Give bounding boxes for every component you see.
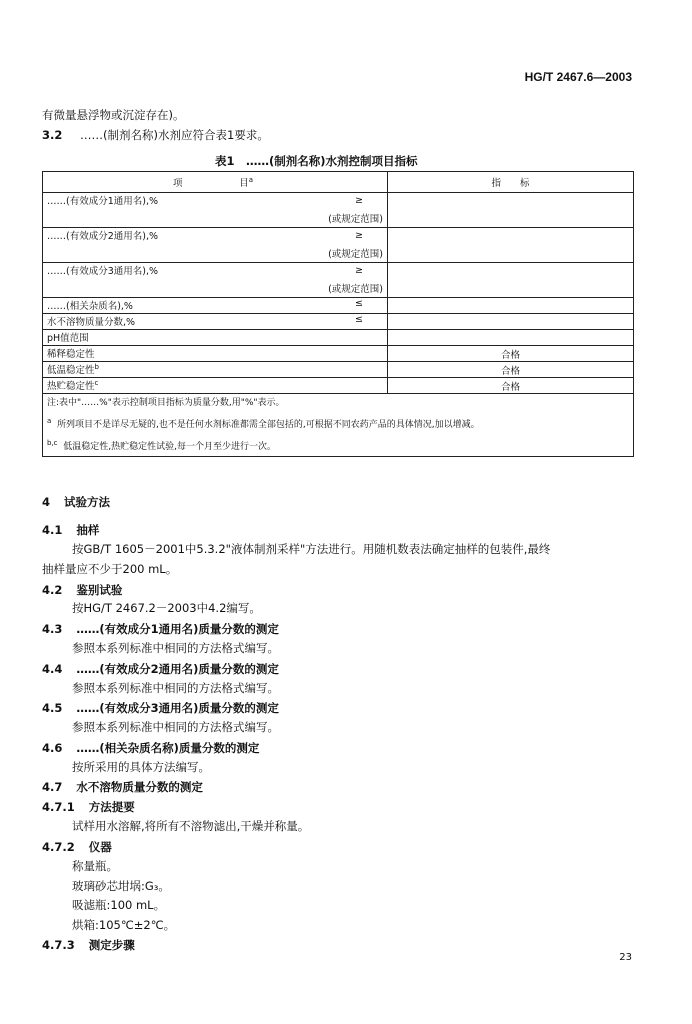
row-value (388, 263, 634, 298)
row-value (388, 228, 634, 263)
row-item: ……(有效成分3通用名),% (47, 266, 159, 277)
clause-3-2 (42, 128, 269, 142)
section-4-heading: 4 试验方法 (42, 495, 111, 509)
row-symbol: ≤ (355, 314, 363, 325)
row-range-note: (或规定范围) (328, 249, 383, 260)
row-footnote-mark: b (94, 362, 99, 371)
body-text: 吸滤瓶:100 mL。 (72, 898, 166, 912)
table-caption: 表1 ……(制剂名称)水剂控制项目指标 (215, 154, 418, 168)
body-text: 抽样量应不少于200 mL。 (42, 562, 178, 576)
row-symbol: ≤ (355, 298, 363, 309)
table-row (43, 330, 634, 346)
row-range-note: (或规定范围) (328, 214, 383, 225)
table-row (43, 263, 634, 298)
header-item-label-2: 目$^a$ (239, 175, 253, 189)
body-text: 称量瓶。 (72, 859, 118, 873)
note-3: $^{b,c}$ 低温稳定性,热贮稳定性试验,每一个月至少进行一次。 (47, 439, 276, 452)
header-spec-cell (388, 172, 634, 193)
row-symbol: ≥ (355, 195, 363, 206)
row-value: 合格 (388, 378, 634, 394)
section-4-6-heading: 4.6 ……(相关杂质名称)质量分数的测定 (42, 741, 260, 755)
table-row (43, 193, 634, 228)
clause-number: 3.2 (42, 128, 63, 142)
body-text: 烘箱:105℃±2℃。 (72, 918, 176, 932)
table-row (43, 314, 634, 330)
table-notes (43, 394, 634, 457)
table-row (43, 228, 634, 263)
table-notes-row (43, 394, 634, 457)
row-item: 热贮稳定性 (47, 381, 95, 392)
section-4-7-2-heading: 4.7.2 仪器 (42, 840, 112, 854)
row-item: 稀释稳定性 (47, 349, 95, 360)
body-text: 试样用水溶解,将所有不溶物滤出,干燥并称量。 (72, 819, 310, 833)
section-4-4-heading: 4.4 ……(有效成分2通用名)质量分数的测定 (42, 662, 279, 676)
body-text: 玻璃砂芯坩埚:G₃。 (72, 879, 170, 893)
row-item: 水不溶物质量分数,% (47, 317, 136, 328)
section-4-1-heading: 4.1 抽样 (42, 523, 100, 537)
section-4-7-3-heading: 4.7.3 测定步骤 (42, 938, 135, 952)
standard-number: HG/T 2467.6—2003 (524, 70, 632, 84)
header-item-cell (43, 172, 388, 193)
table-row (43, 362, 634, 378)
body-text: 按HG/T 2467.2－2003中4.2编写。 (72, 601, 261, 615)
table-row (43, 378, 634, 394)
header-item-label: 项 (173, 178, 183, 189)
row-item: ……(有效成分1通用名),% (47, 196, 159, 207)
section-4-7-heading: 4.7 水不溶物质量分数的测定 (42, 780, 203, 794)
body-text: 按所采用的具体方法编写。 (72, 760, 210, 774)
page-number: 23 (619, 952, 632, 963)
row-footnote-mark: c (94, 378, 99, 387)
body-text: 参照本系列标准中相同的方法格式编写。 (72, 681, 279, 695)
row-value (388, 314, 634, 330)
section-4-7-1-heading: 4.7.1 方法提要 (42, 800, 135, 814)
row-item: 低温稳定性 (47, 365, 95, 376)
spec-table (42, 171, 634, 457)
row-value (388, 330, 634, 346)
row-value (388, 298, 634, 314)
row-symbol: ≥ (355, 265, 363, 276)
body-text: 参照本系列标准中相同的方法格式编写。 (72, 641, 279, 655)
clause-text: ……(制剂名称)水剂应符合表1要求。 (80, 128, 269, 142)
table-row (43, 298, 634, 314)
continued-text: 有微量悬浮物或沉淀存在)。 (42, 108, 185, 122)
table-header-row (43, 172, 634, 193)
row-item: ……(有效成分2通用名),% (47, 231, 159, 242)
body-text: 按GB/T 1605－2001中5.3.2"液体制剂采样"方法进行。用随机数表法确定抽样的包装件,最终 (72, 542, 551, 556)
note-1: 注:表中"……%"表示控制项目指标为质量分数,用"%"表示。 (47, 398, 285, 408)
row-item: ……(相关杂质名),% (47, 301, 133, 312)
section-4-5-heading: 4.5 ……(有效成分3通用名)质量分数的测定 (42, 701, 279, 715)
note-2: $^a$ 所列项目不是详尽无疑的,也不是任何水剂标准都需全部包括的,可根据不同农药产品的具体情况,加以增减。 (47, 417, 480, 430)
row-symbol: ≥ (355, 230, 363, 241)
row-item: pH值范围 (47, 333, 89, 344)
section-4-3-heading: 4.3 ……(有效成分1通用名)质量分数的测定 (42, 622, 279, 636)
section-4-2-heading: 4.2 鉴别试验 (42, 583, 123, 597)
row-value: 合格 (388, 346, 634, 362)
table-row (43, 346, 634, 362)
body-text: 参照本系列标准中相同的方法格式编写。 (72, 720, 279, 734)
row-range-note: (或规定范围) (328, 284, 383, 295)
row-value (388, 193, 634, 228)
header-spec-label: 指 标 (491, 178, 530, 189)
row-value: 合格 (388, 362, 634, 378)
